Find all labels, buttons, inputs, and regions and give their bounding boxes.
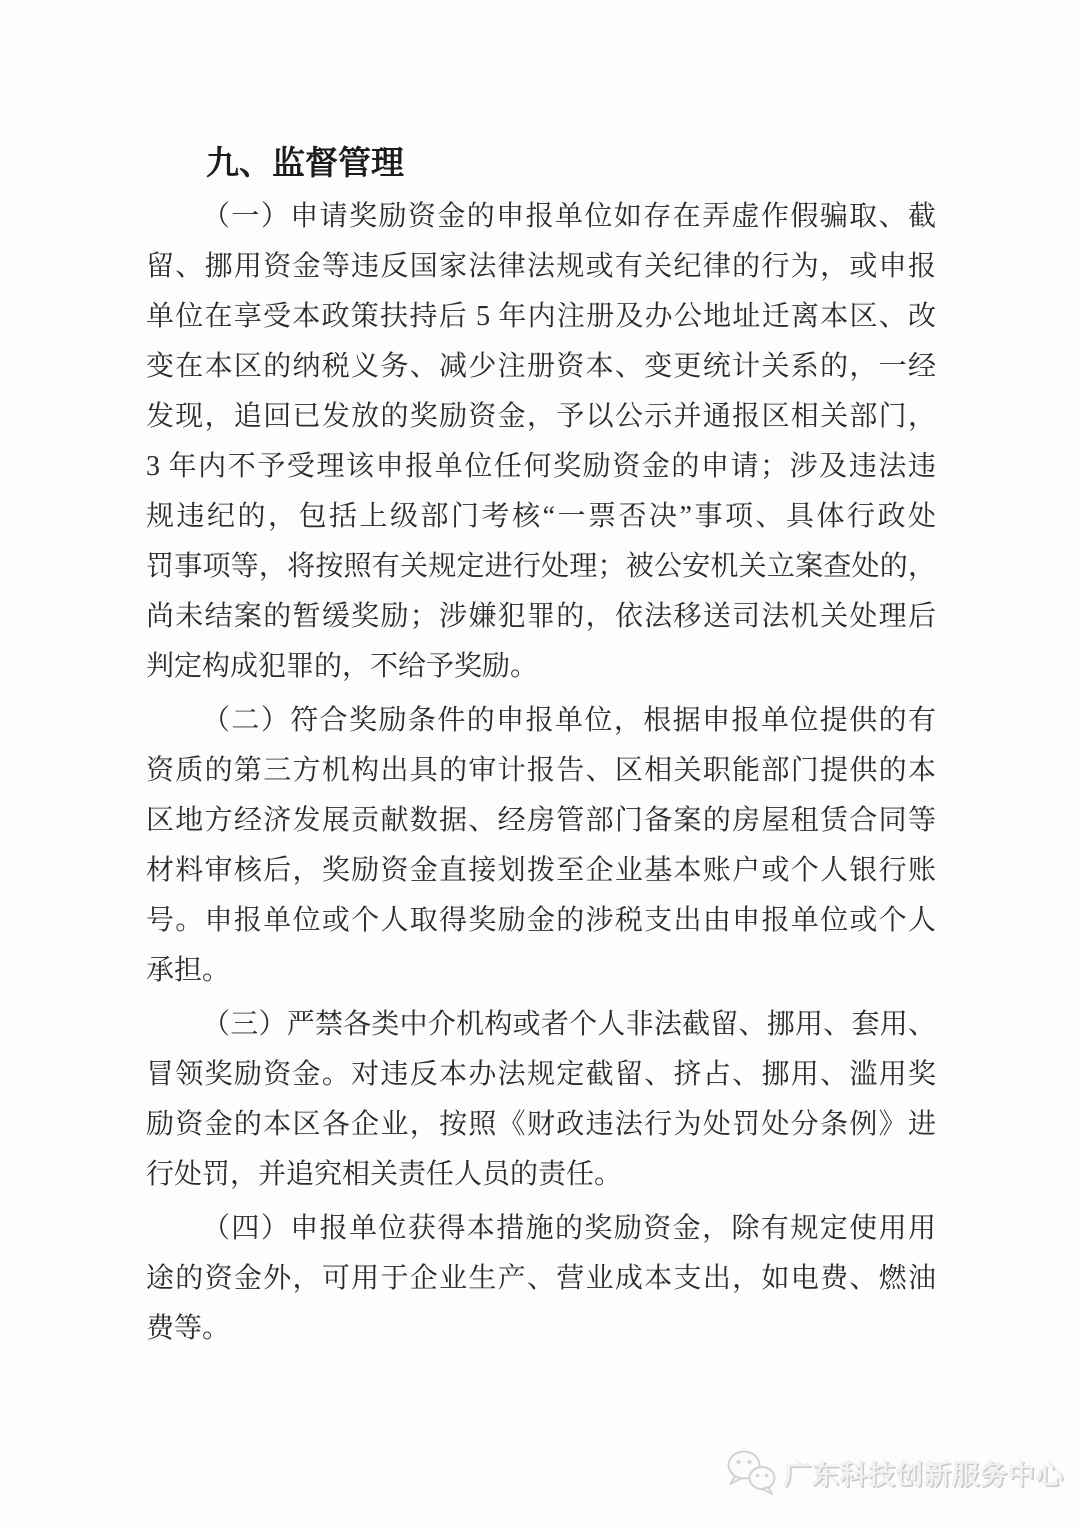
text-line: 途的资金外，可用于企业生产、营业成本支出，如电费、燃油 [146, 1263, 936, 1294]
text-line: 费等。 [146, 1313, 231, 1344]
section-heading: 九、监督管理 [206, 144, 404, 181]
text-line: 行处罚，并追究相关责任人员的责任。 [146, 1159, 623, 1190]
text-line: 尚未结案的暂缓奖励；涉嫌犯罪的，依法移送司法机关处理后 [146, 601, 936, 632]
watermark [724, 1448, 1064, 1496]
text-line: 变在本区的纳税义务、减少注册资本、变更统计关系的，一经 [146, 351, 936, 382]
text-line: 励资金的本区各企业，按照《财政违法行为处罚处分条例》进 [146, 1109, 936, 1140]
document-body [146, 192, 936, 1354]
paragraph [146, 1000, 936, 1200]
text-line: 规违纪的，包括上级部门考核“一票否决”事项、具体行政处 [146, 501, 936, 532]
text-line: 罚事项等，将按照有关规定进行处理；被公安机关立案查处的， [146, 551, 936, 582]
text-line: 区地方经济发展贡献数据、经房管部门备案的房屋租赁合同等 [146, 805, 936, 836]
wechat-icon [724, 1448, 778, 1496]
text-line: 材料审核后，奖励资金直接划拨至企业基本账户或个人银行账 [146, 855, 936, 886]
text-line: 承担。 [146, 955, 231, 986]
watermark-label: 广东科技创新服务中心 [784, 1459, 1064, 1490]
text-line: 留、挪用资金等违反国家法律法规或有关纪律的行为，或申报 [146, 251, 936, 282]
text-line: 号。申报单位或个人取得奖励金的涉税支出由申报单位或个人 [146, 905, 936, 936]
paragraph [146, 696, 936, 996]
text-line: 资质的第三方机构出具的审计报告、区相关职能部门提供的本 [146, 755, 936, 786]
text-line: （一）申请奖励资金的申报单位如存在弄虚作假骗取、截 [202, 201, 936, 232]
text-line: 3 年内不予受理该申报单位任何奖励资金的申请；涉及违法违 [146, 451, 936, 482]
text-line: 冒领奖励资金。对违反本办法规定截留、挤占、挪用、滥用奖 [146, 1059, 936, 1090]
document-page [146, 138, 936, 1358]
text-line: 单位在享受本政策扶持后 5 年内注册及办公地址迁离本区、改 [146, 301, 936, 332]
text-line: （三）严禁各类中介机构或者个人非法截留、挪用、套用、 [202, 1009, 936, 1040]
text-line: 判定构成犯罪的，不给予奖励。 [146, 651, 539, 682]
text-line: （四）申报单位获得本措施的奖励资金，除有规定使用用 [202, 1213, 936, 1244]
paragraph [146, 192, 936, 692]
text-line: （二）符合奖励条件的申报单位，根据申报单位提供的有 [202, 705, 936, 736]
text-line: 发现，追回已发放的奖励资金，予以公示并通报区相关部门， [146, 401, 936, 432]
paragraph [146, 1204, 936, 1354]
